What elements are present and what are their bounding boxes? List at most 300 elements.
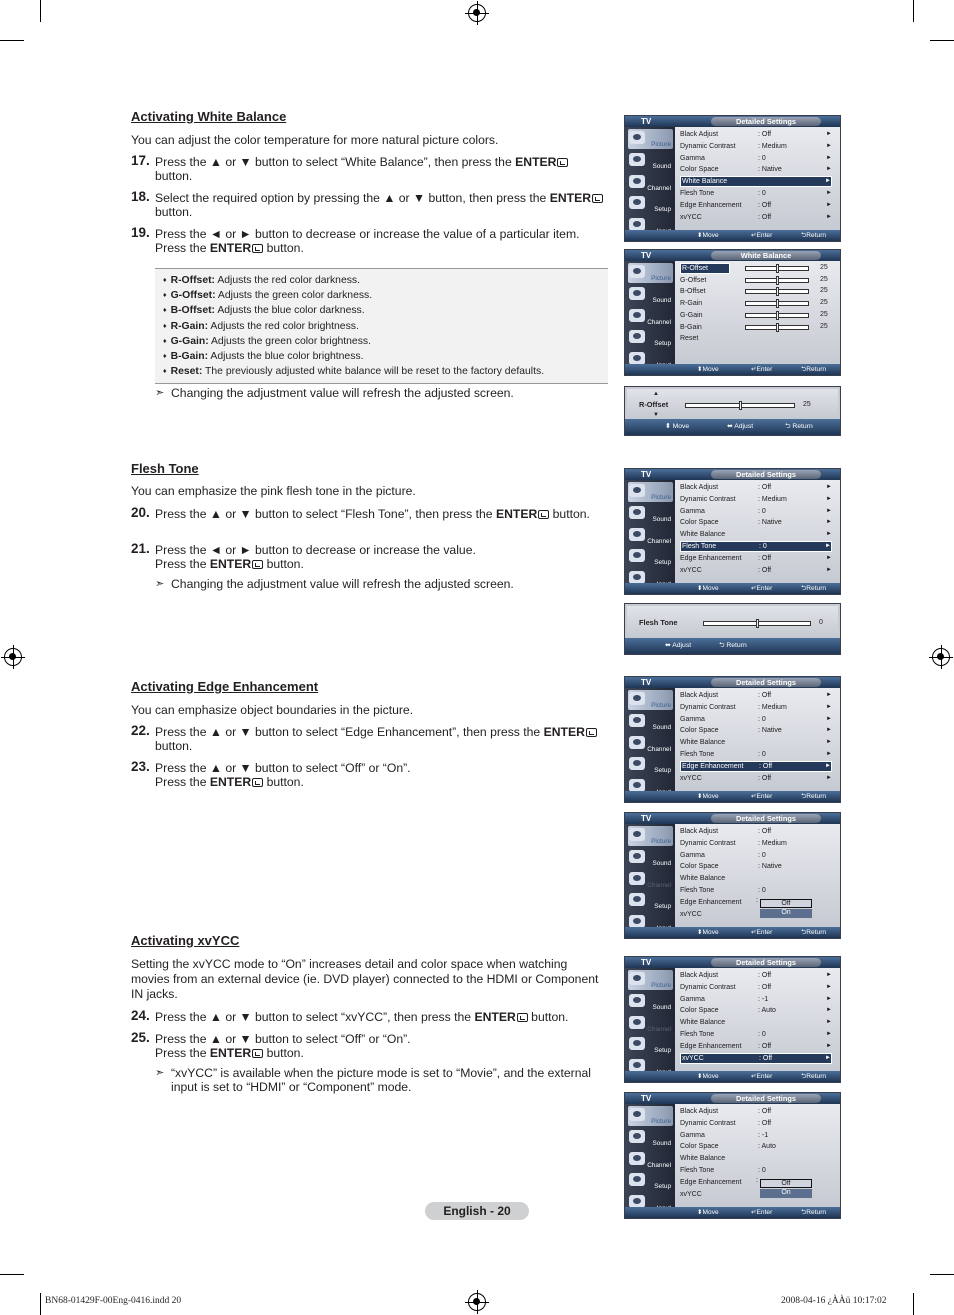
- osd-help-adjust: ⬌ Adjust: [665, 642, 692, 649]
- registration-mark-right: [932, 648, 950, 666]
- osd-menu-sound[interactable]: [628, 992, 673, 1012]
- osd-row[interactable]: Black Adjust : Off ►: [680, 972, 832, 979]
- osd-title-bar: [625, 116, 840, 127]
- right-arrow-icon: ►: [826, 1007, 832, 1014]
- osd-row[interactable]: Edge Enhancement: [680, 898, 742, 906]
- channel-icon: [629, 1016, 645, 1029]
- osd-help-enter: ↵ Enter: [751, 232, 773, 239]
- osd-menu-label: Setup: [654, 1047, 671, 1054]
- osd-menu-label: Channel: [647, 882, 671, 889]
- osd-menu-picture[interactable]: [628, 263, 673, 283]
- osd-menu-label: Sound: [652, 163, 671, 170]
- osd-sidebar: [625, 688, 675, 791]
- osd-help-enter: ↵ Enter: [751, 366, 773, 373]
- osd-menu-title: Detailed Settings: [711, 1094, 821, 1103]
- osd-tv-label: TV: [641, 470, 652, 479]
- registration-mark-left: [4, 648, 22, 666]
- right-arrow-icon: ►: [826, 554, 832, 561]
- osd-row[interactable]: Dynamic Contrast : Off: [680, 1119, 772, 1127]
- picture-icon: [629, 972, 645, 985]
- right-arrow-icon: ►: [825, 543, 831, 549]
- down-arrow-icon: ▼: [653, 412, 659, 418]
- white-balance-options-box: [155, 268, 608, 384]
- osd-row[interactable]: Edge Enhancement : Off ►: [680, 201, 832, 209]
- osd-row[interactable]: Flesh Tone : 0 ►: [680, 1031, 832, 1038]
- osd-row[interactable]: xvYCC : Off ►: [680, 566, 832, 574]
- popup-help-bar: [625, 419, 840, 435]
- osd-sidebar: [625, 824, 675, 927]
- osd-slider[interactable]: [745, 278, 809, 283]
- sound-icon: [629, 994, 645, 1007]
- step-19: 19. Press the ◄ or ► button to decrease or increase the value of a particular item. Press the ENTER button.: [131, 225, 580, 255]
- channel-icon: [629, 872, 645, 885]
- osd-menu-picture[interactable]: [628, 826, 673, 846]
- step-21: 21. Press the ◄ or ► button to decrease or increase the value. Press the ENTER button.: [131, 541, 476, 571]
- osd-row[interactable]: White Balance ►: [680, 739, 832, 747]
- right-arrow-icon: ►: [826, 972, 832, 978]
- osd-panel: [675, 688, 840, 791]
- xvycc-intro: Setting the xvYCC mode to “On” increases detail and color space when watching movies from an external device (ie. DVD player) connected to the HDMI or Component IN jacks.: [131, 957, 599, 1001]
- osd-row[interactable]: Color Space : Native: [680, 863, 782, 871]
- osd-panel: [675, 968, 840, 1071]
- osd-tv-label: TV: [641, 251, 652, 260]
- slider-knob[interactable]: [776, 323, 779, 332]
- popup-label: R-Offset: [639, 400, 669, 409]
- osd-row[interactable]: Black Adjust : Off ►: [680, 484, 832, 491]
- right-arrow-icon: ►: [826, 692, 832, 698]
- osd-menu-channel[interactable]: [628, 1014, 673, 1034]
- osd-row[interactable]: Black Adjust : Off: [680, 1108, 772, 1115]
- osd-menu-label: Sound: [652, 297, 671, 304]
- osd-row[interactable]: Dynamic Contrast : Medium ►: [680, 703, 832, 711]
- osd-help-move: ⬍ Move: [697, 793, 719, 800]
- osd-menu-title: Detailed Settings: [711, 814, 821, 823]
- osd-help-move: ⬍ Move: [665, 423, 690, 430]
- white-balance-title: Activating White Balance: [131, 109, 287, 124]
- channel-icon: [629, 528, 645, 541]
- right-arrow-icon: ►: [826, 715, 832, 722]
- osd-row[interactable]: Black Adjust : Off ►: [680, 131, 832, 138]
- osd-help-move: ⬍ Move: [697, 929, 719, 936]
- osd-row[interactable]: G-Offset: [680, 276, 707, 284]
- osd-menu-setup[interactable]: [628, 755, 673, 775]
- right-arrow-icon: ►: [826, 995, 832, 1002]
- date-slug: 2008-04-16 ¿ÀÀü 10:17:02: [781, 1296, 887, 1306]
- osd-row[interactable]: White Balance ►: [680, 1019, 832, 1027]
- file-slug: BN68-01429F-00Eng-0416.indd 20: [45, 1296, 182, 1306]
- flesh-tone-intro: You can emphasize the pink flesh tone in the picture.: [131, 484, 416, 498]
- osd-help-bar: [625, 1071, 840, 1082]
- osd-row[interactable]: Reset: [680, 335, 699, 343]
- osd-help-return: ⮌ Return: [801, 1209, 827, 1216]
- edge-enhancement-title: Activating Edge Enhancement: [131, 679, 319, 694]
- osd-row[interactable]: White Balance ►: [680, 531, 832, 539]
- osd-menu-sound[interactable]: [628, 285, 673, 305]
- osd-panel: Black Adjust : Off Dynamic Contrast : Off Gamma : -1 Color Space : Auto White Balance Flesh Tone : 0 Edge Enhancement xvYCC : Off On: [675, 1104, 840, 1207]
- osd-row[interactable]: R-Gain: [680, 300, 703, 308]
- sound-icon: [629, 287, 645, 300]
- osd-slider[interactable]: [745, 266, 809, 271]
- setup-icon: [629, 893, 645, 906]
- osd-menu-channel[interactable]: [628, 173, 673, 193]
- osd-menu-label: Sound: [652, 516, 671, 523]
- right-arrow-icon: ►: [826, 566, 832, 573]
- flesh-tone-note: ➣ Changing the adjustment value will refresh the adjusted screen.: [155, 577, 514, 591]
- osd-row[interactable]: R-Offset: [680, 263, 730, 274]
- osd-row[interactable]: Flesh Tone : 0 ►: [680, 751, 832, 758]
- osd-detailed-settings: [624, 676, 841, 803]
- osd-help-return: ⮌ Return: [801, 366, 827, 373]
- bullet-g-offset: ♦ G-Offset: Adjusts the green color darkness.: [163, 290, 373, 301]
- osd-menu-label: Picture: [651, 494, 671, 501]
- sound-icon: [629, 714, 645, 727]
- channel-icon: [629, 736, 645, 749]
- osd-row[interactable]: Flesh Tone : 0: [680, 1167, 766, 1174]
- osd-row[interactable]: Edge Enhancement: [680, 1178, 742, 1186]
- right-arrow-icon: ►: [826, 484, 832, 490]
- right-arrow-icon: ►: [826, 774, 832, 781]
- slider-knob[interactable]: [776, 299, 779, 308]
- osd-row[interactable]: Color Space : Native ►: [680, 727, 832, 735]
- right-arrow-icon: ►: [826, 131, 832, 137]
- setup-icon: [629, 330, 645, 343]
- osd-tv-label: TV: [641, 814, 652, 823]
- osd-menu-setup[interactable]: [628, 1171, 673, 1191]
- osd-menu-picture[interactable]: [628, 970, 673, 990]
- osd-help-adjust: ⬌ Adjust: [727, 423, 754, 430]
- osd-help-move: ⬍ Move: [697, 585, 719, 592]
- note-arrow-icon: ➣: [155, 387, 165, 399]
- osd-menu-setup[interactable]: [628, 547, 673, 567]
- slider-knob[interactable]: [776, 287, 779, 296]
- osd-detailed-settings: [624, 956, 841, 1083]
- bullet-g-gain: ♦ G-Gain: Adjusts the green color brightness.: [163, 336, 371, 347]
- osd-help-bar: [625, 583, 840, 594]
- osd-menu-label: Setup: [654, 206, 671, 213]
- step-24: 24. Press the ▲ or ▼ button to select “xvYCC”, then press the ENTER button.: [131, 1008, 569, 1024]
- osd-sidebar: [625, 127, 675, 230]
- osd-menu-channel[interactable]: [628, 526, 673, 546]
- popup-slider[interactable]: [685, 403, 795, 408]
- picture-icon: [629, 1108, 645, 1121]
- osd-menu-label: Picture: [651, 838, 671, 845]
- osd-help-bar: [625, 1207, 840, 1218]
- osd-tv-label: TV: [641, 1094, 652, 1103]
- osd-row[interactable]: Gamma : 0 ►: [680, 715, 832, 723]
- picture-icon: [629, 828, 645, 841]
- slider-knob[interactable]: [756, 619, 759, 628]
- osd-row[interactable]: Color Space : Auto: [680, 1143, 776, 1151]
- osd-help-enter: ↵ Enter: [751, 793, 773, 800]
- osd-title-bar: [625, 957, 840, 968]
- osd-row[interactable]: xvYCC: [680, 1190, 702, 1198]
- setup-icon: [629, 196, 645, 209]
- osd-menu-label: Picture: [651, 141, 671, 148]
- osd-help-enter: ↵ Enter: [751, 1073, 773, 1080]
- osd-help-enter: ↵ Enter: [751, 929, 773, 936]
- enter-icon: [252, 1049, 263, 1058]
- setup-icon: [629, 1173, 645, 1186]
- osd-row[interactable]: Color Space : Native ►: [680, 519, 832, 527]
- osd-menu-channel[interactable]: [628, 734, 673, 754]
- bullet-b-gain: ♦ B-Gain: Adjusts the blue color brightness.: [163, 351, 364, 362]
- right-arrow-icon: ►: [825, 1054, 831, 1061]
- osd-panel: Black Adjust : Off Dynamic Contrast : Medium Gamma : 0 Color Space : Native White Balance Flesh Tone : 0 Edge Enhancement xvYCC : Off On: [675, 824, 840, 927]
- osd-menu-label: Picture: [651, 982, 671, 989]
- osd-row[interactable]: xvYCC : Off ►: [682, 1054, 831, 1062]
- osd-menu-picture[interactable]: [628, 129, 673, 149]
- osd-row[interactable]: White Balance: [680, 1155, 726, 1163]
- slider-knob[interactable]: [776, 276, 779, 285]
- osd-sidebar: [625, 480, 675, 583]
- osd-white-balance: [624, 249, 841, 376]
- enter-icon: [538, 510, 549, 519]
- osd-menu-setup[interactable]: [628, 328, 673, 348]
- osd-help-move: ⬍ Move: [697, 1209, 719, 1216]
- osd-row[interactable]: B-Offset: [680, 288, 706, 296]
- right-arrow-icon: ►: [826, 213, 832, 220]
- osd-help-move: ⬍ Move: [697, 366, 719, 373]
- osd-row[interactable]: Black Adjust : Off ►: [680, 692, 832, 699]
- right-arrow-icon: ►: [826, 507, 832, 514]
- enter-icon: [252, 560, 263, 569]
- osd-row[interactable]: Dynamic Contrast : Medium ►: [680, 142, 832, 150]
- osd-help-bar: [625, 927, 840, 938]
- osd-menu-label: Setup: [654, 767, 671, 774]
- setup-icon: [629, 757, 645, 770]
- step-18: 18. Select the required option by pressing the ▲ or ▼ button, then press the ENTER button.: [131, 191, 609, 219]
- osd-row[interactable]: Flesh Tone : 0 ►: [680, 190, 832, 197]
- channel-icon: [629, 1152, 645, 1165]
- osd-row[interactable]: Gamma : 0 ►: [680, 154, 832, 162]
- step-25: 25. Press the ▲ or ▼ button to select “Off” or “On”. Press the ENTER button.: [131, 1030, 411, 1060]
- sound-icon: [629, 850, 645, 863]
- osd-help-bar: [625, 364, 840, 375]
- osd-row[interactable]: Flesh Tone : 0: [680, 887, 766, 894]
- osd-menu-sound[interactable]: [628, 712, 673, 732]
- enter-icon: [252, 778, 263, 787]
- osd-help-bar: [625, 230, 840, 241]
- osd-slider[interactable]: [745, 289, 809, 294]
- osd-adjust-popup: [624, 386, 841, 436]
- registration-mark-bottom: [468, 1293, 486, 1311]
- sound-icon: [629, 153, 645, 166]
- osd-menu-label: Sound: [652, 724, 671, 731]
- osd-title-bar: [625, 469, 840, 480]
- right-arrow-icon: ►: [826, 1019, 832, 1026]
- slider-knob[interactable]: [739, 401, 742, 410]
- osd-sidebar: [625, 1104, 675, 1207]
- osd-help-return: ⮌ Return: [801, 585, 827, 592]
- osd-menu-channel[interactable]: [628, 870, 673, 890]
- osd-menu-label: Picture: [651, 702, 671, 709]
- osd-menu-label: Setup: [654, 559, 671, 566]
- note-arrow-icon: ➣: [155, 578, 165, 590]
- osd-panel: [675, 127, 840, 230]
- osd-menu-picture[interactable]: [628, 482, 673, 502]
- bullet-r-offset: ♦ R-Offset: Adjusts the red color darkness.: [163, 275, 360, 286]
- step-22: 22. Press the ▲ or ▼ button to select “Edge Enhancement”, then press the ENTER button.: [131, 725, 609, 753]
- osd-menu-channel[interactable]: [628, 1150, 673, 1170]
- osd-detailed-settings: [624, 1092, 841, 1219]
- step-17: 17. Press the ▲ or ▼ button to select “White Balance”, then press the ENTER button.: [131, 155, 609, 183]
- osd-menu-picture[interactable]: [628, 1106, 673, 1126]
- osd-title-bar: [625, 250, 840, 261]
- osd-row[interactable]: Color Space : Native ►: [680, 166, 832, 174]
- osd-row[interactable]: White Balance ►: [682, 178, 831, 186]
- osd-sidebar: [625, 261, 675, 364]
- osd-row[interactable]: Dynamic Contrast : Medium ►: [680, 495, 832, 503]
- popup-value: 0: [819, 619, 823, 626]
- up-arrow-icon: ▲: [653, 391, 659, 397]
- osd-adjust-popup: [624, 603, 841, 655]
- osd-menu-setup[interactable]: [628, 194, 673, 214]
- osd-menu-title: Detailed Settings: [711, 958, 821, 967]
- right-arrow-icon: ►: [826, 531, 832, 538]
- right-arrow-icon: ►: [825, 762, 831, 769]
- osd-menu-label: Setup: [654, 340, 671, 347]
- osd-menu-title: Detailed Settings: [711, 678, 821, 687]
- osd-help-return: ⮌ Return: [801, 232, 827, 239]
- osd-menu-channel[interactable]: [628, 307, 673, 327]
- osd-menu-sound[interactable]: [628, 504, 673, 524]
- picture-icon: [629, 484, 645, 497]
- osd-slider[interactable]: [745, 325, 809, 330]
- osd-menu-sound[interactable]: [628, 848, 673, 868]
- option-off[interactable]: Off: [760, 899, 812, 908]
- osd-menu-setup[interactable]: [628, 891, 673, 911]
- osd-row[interactable]: Dynamic Contrast : Medium: [680, 839, 787, 847]
- osd-menu-label: Setup: [654, 1183, 671, 1190]
- osd-detailed-settings: [624, 115, 841, 242]
- enter-icon: [592, 194, 603, 203]
- osd-row[interactable]: Color Space : Auto ►: [680, 1007, 832, 1015]
- popup-value: 25: [803, 401, 811, 408]
- osd-menu-label: Setup: [654, 903, 671, 910]
- osd-panel: [675, 480, 840, 583]
- white-balance-note: ➣ Changing the adjustment value will refresh the adjusted screen.: [155, 386, 514, 400]
- picture-icon: [629, 265, 645, 278]
- right-arrow-icon: ►: [826, 1031, 832, 1037]
- right-arrow-icon: ►: [826, 142, 832, 149]
- osd-row[interactable]: xvYCC : Off ►: [680, 774, 832, 782]
- osd-menu-label: Channel: [647, 1162, 671, 1169]
- bullet-b-offset: ♦ B-Offset: Adjusts the blue color darkness.: [163, 305, 365, 316]
- right-arrow-icon: ►: [825, 178, 831, 185]
- white-balance-intro: You can adjust the color temperature for more natural picture colors.: [131, 133, 499, 147]
- right-arrow-icon: ►: [826, 495, 832, 502]
- osd-menu-label: Channel: [647, 538, 671, 545]
- osd-help-enter: ↵ Enter: [751, 585, 773, 592]
- bullet-reset: ♦ Reset: The previously adjusted white balance will be reset to the factory defaults.: [163, 366, 545, 377]
- osd-help-move: ⬍ Move: [697, 1073, 719, 1080]
- osd-help-move: ⬍ Move: [697, 232, 719, 239]
- osd-slider[interactable]: [745, 313, 809, 318]
- osd-sidebar: [625, 968, 675, 1071]
- osd-row[interactable]: Gamma : -1 ►: [680, 995, 832, 1003]
- osd-menu-sound[interactable]: [628, 1128, 673, 1148]
- osd-row[interactable]: Edge Enhancement : Off ►: [682, 762, 831, 770]
- osd-row[interactable]: xvYCC : Off ►: [680, 213, 832, 221]
- setup-icon: [629, 549, 645, 562]
- step-20: 20. Press the ▲ or ▼ button to select “Flesh Tone”, then press the ENTER button.: [131, 505, 590, 521]
- step-23: 23. Press the ▲ or ▼ button to select “Off” or “On”. Press the ENTER button.: [131, 759, 411, 789]
- right-arrow-icon: ►: [826, 166, 832, 173]
- channel-icon: [629, 309, 645, 322]
- setup-icon: [629, 1037, 645, 1050]
- osd-menu-label: Sound: [652, 1004, 671, 1011]
- enter-icon: [557, 158, 568, 167]
- osd-menu-title: Detailed Settings: [711, 117, 821, 126]
- osd-row[interactable]: Gamma : 0 ►: [680, 507, 832, 515]
- osd-menu-setup[interactable]: [628, 1035, 673, 1055]
- osd-row[interactable]: Edge Enhancement : Off ►: [680, 1042, 832, 1050]
- osd-help-bar: [625, 791, 840, 802]
- slider-knob[interactable]: [776, 264, 779, 273]
- osd-row[interactable]: Black Adjust : Off: [680, 828, 772, 835]
- osd-tv-label: TV: [641, 678, 652, 687]
- channel-icon: [629, 175, 645, 188]
- osd-row[interactable]: Flesh Tone : 0 ►: [682, 543, 831, 550]
- popup-help-bar: [625, 638, 840, 654]
- osd-row[interactable]: Dynamic Contrast : Off ►: [680, 983, 832, 991]
- osd-menu-label: Picture: [651, 1118, 671, 1125]
- right-arrow-icon: ►: [826, 739, 832, 746]
- osd-menu-label: Channel: [647, 1026, 671, 1033]
- option-off[interactable]: Off: [760, 1179, 812, 1188]
- osd-menu-label: Sound: [652, 1140, 671, 1147]
- osd-detailed-settings: [624, 468, 841, 595]
- osd-help-enter: ↵ Enter: [751, 1209, 773, 1216]
- osd-menu-picture[interactable]: [628, 690, 673, 710]
- osd-menu-sound[interactable]: [628, 151, 673, 171]
- osd-row[interactable]: Edge Enhancement : Off ►: [680, 554, 832, 562]
- osd-title-bar: [625, 677, 840, 688]
- osd-menu-label: Picture: [651, 275, 671, 282]
- osd-row[interactable]: Gamma : -1: [680, 1131, 769, 1139]
- osd-help-return: ⮌ Return: [785, 423, 813, 430]
- popup-slider[interactable]: [703, 621, 811, 626]
- picture-icon: [629, 131, 645, 144]
- xvycc-title: Activating xvYCC: [131, 933, 240, 948]
- slider-knob[interactable]: [776, 311, 779, 320]
- osd-menu-label: Sound: [652, 860, 671, 867]
- picture-icon: [629, 692, 645, 705]
- edge-enhancement-intro: You can emphasize object boundaries in the picture.: [131, 703, 414, 717]
- osd-row[interactable]: Gamma : 0: [680, 851, 766, 859]
- flesh-tone-title: Flesh Tone: [131, 461, 199, 476]
- osd-tv-label: TV: [641, 958, 652, 967]
- option-on[interactable]: On: [760, 1189, 812, 1198]
- osd-menu-title: Detailed Settings: [711, 470, 821, 479]
- osd-help-return: ⮌ Return: [801, 793, 827, 800]
- page-number: English - 20: [425, 1202, 529, 1220]
- right-arrow-icon: ►: [826, 519, 832, 526]
- osd-help-return: ⮌ Return: [801, 1073, 827, 1080]
- right-arrow-icon: ►: [826, 201, 832, 208]
- osd-menu-label: Channel: [647, 746, 671, 753]
- osd-row[interactable]: White Balance: [680, 875, 726, 883]
- osd-menu-label: Channel: [647, 319, 671, 326]
- note-arrow-icon: ➣: [155, 1067, 165, 1079]
- osd-row[interactable]: B-Gain: [680, 323, 702, 331]
- option-on[interactable]: On: [760, 909, 812, 918]
- osd-slider[interactable]: [745, 301, 809, 306]
- osd-row[interactable]: xvYCC: [680, 910, 702, 918]
- osd-row[interactable]: G-Gain: [680, 311, 703, 319]
- enter-icon: [586, 728, 597, 737]
- right-arrow-icon: ►: [826, 727, 832, 734]
